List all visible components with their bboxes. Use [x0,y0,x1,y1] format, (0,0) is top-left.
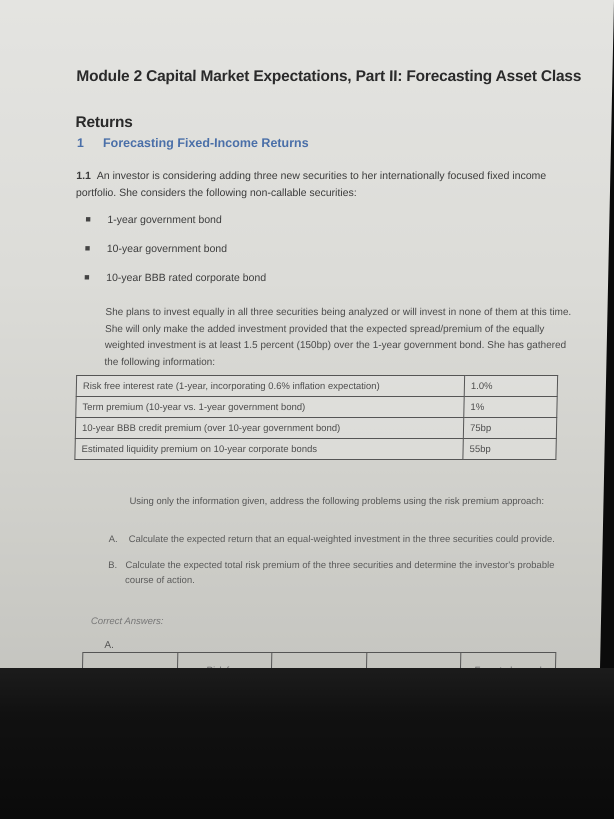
bullet-icon: ■ [84,243,91,253]
table-cell-value: 75bp [463,418,556,439]
task-item [109,532,559,548]
table-cell-label: Risk free interest rate (1-year, incorporating 0.6% inflation expectation) [76,376,464,397]
question-paragraph [76,168,577,202]
question-number: 1.1 [76,170,92,182]
screen-bezel [0,668,614,819]
security-label: 1-year government bond [107,214,222,226]
table-cell-label: Estimated liquidity premium on 10-year corporate bonds [75,439,463,460]
instruction-text: Using only the information given, address the following problems using the risk premium approach: [129,496,545,507]
table-row [75,439,556,460]
task-text: Calculate the expected return that an equal-weighted investment in the three securities could provide. [128,534,555,545]
task-label: B. [108,559,118,571]
task-label: A. [108,534,118,545]
list-item [84,272,565,301]
security-label: 10-year BBB rated corporate bond [106,272,267,284]
bullet-icon: ■ [85,214,91,224]
list-item [85,214,566,243]
bullet-icon: ■ [84,272,90,282]
section-title: Forecasting Fixed-Income Returns [102,136,309,150]
answer-a-label: A. [104,640,115,651]
table-cell-label: Term premium (10-year vs. 1-year government bond) [76,397,464,418]
page-title: Module 2 Capital Market Expectations, Part II: Forecasting Asset Class Returns [75,68,582,131]
table-cell-value: 1.0% [464,376,557,397]
correct-answers-label: Correct Answers: [90,616,164,627]
table-row [76,397,557,418]
task-item [108,558,559,589]
table-cell-label: 10-year BBB credit premium (over 10-year government bond) [75,418,463,439]
table-row [76,376,557,397]
plan-paragraph: She plans to invest equally in all three securities being analyzed or will invest in none of them at this time. She will only make the added investment provided that the expected spread/premium of the equally weighted investment is at least 1.5 percent (150bp) over the 1-year government bond. She has gathered the following information: [104,307,572,368]
table-cell-value: 1% [464,397,557,418]
question-text: An investor is considering adding three new securities to her internationally focused fixed income portfolio. She considers the following non-callable securities: [75,170,547,199]
section-heading [77,136,309,150]
task-text: Calculate the expected total risk premium of the three securities and determine the investor's probable course of action. [124,559,555,586]
section-number: 1 [76,136,85,150]
info-table [74,375,558,460]
securities-list [84,214,566,301]
table-cell-value: 55bp [463,439,556,460]
table-row [75,418,556,439]
list-item [84,243,565,272]
tasks-list [107,532,558,599]
security-label: 10-year government bond [106,243,228,255]
